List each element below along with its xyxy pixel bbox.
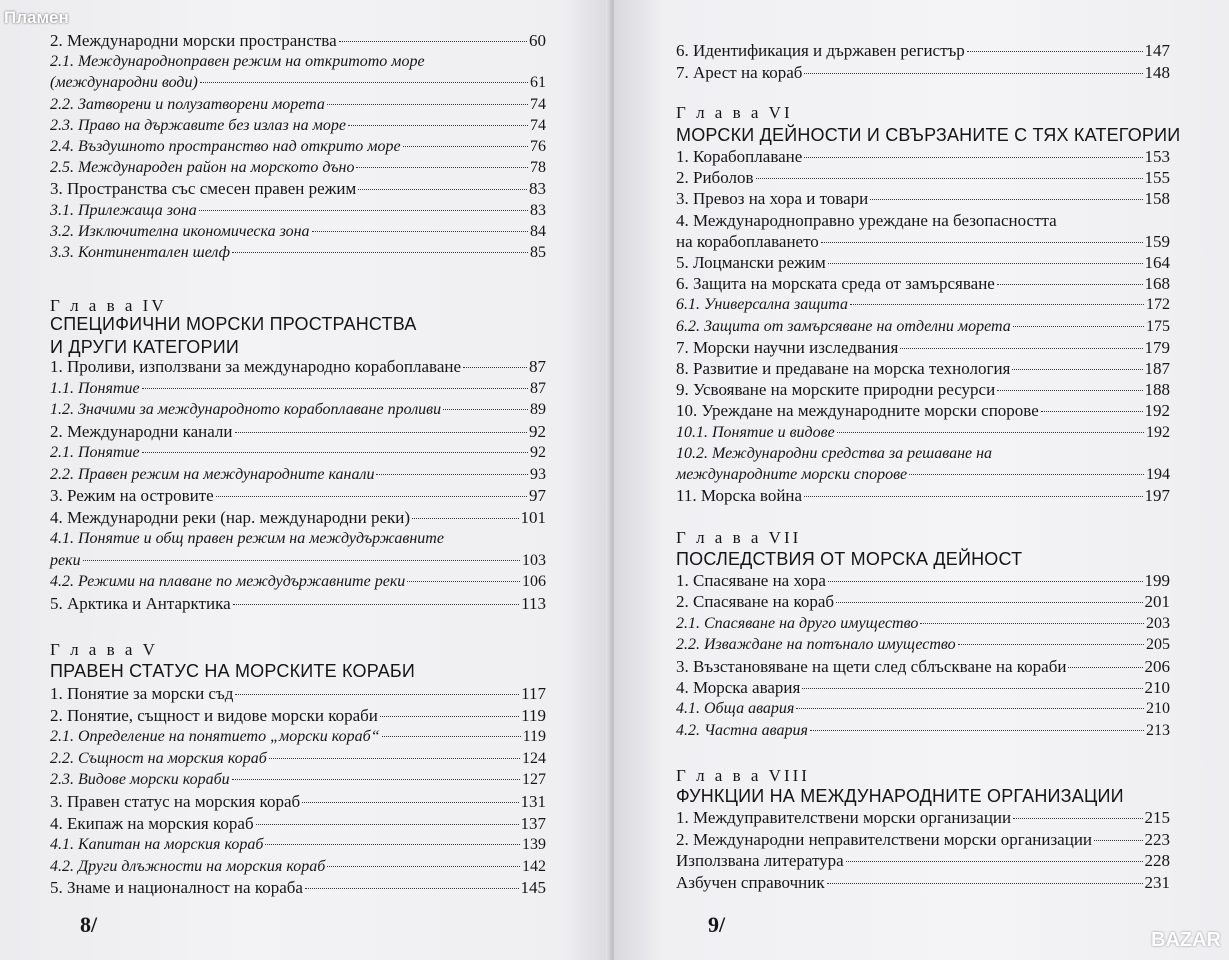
dot-leader <box>407 581 520 582</box>
dot-leader <box>997 284 1143 285</box>
toc-entry-title: 2.5. Международен район на морското дъно <box>50 159 355 177</box>
toc-entry-page: 87 <box>530 379 546 397</box>
chapter-title: ПОСЛЕДСТВИЯ ОТ МОРСКА ДЕЙНОСТ <box>676 549 1023 569</box>
dot-leader <box>810 730 1144 731</box>
toc-entry-page: 92 <box>529 421 546 441</box>
chapter-label: Г л а в а IV <box>50 296 167 315</box>
dot-leader <box>958 644 1144 645</box>
dot-leader <box>850 304 1144 305</box>
toc-entry-page: 83 <box>529 179 546 199</box>
dot-leader <box>83 560 520 561</box>
toc-entry <box>50 813 546 834</box>
dot-leader <box>443 409 528 410</box>
toc-entry-page: 78 <box>530 159 546 177</box>
toc-entry-title: 7. Арест на кораб <box>676 62 803 82</box>
toc-entry-title: 7. Морски научни изследвания <box>676 337 899 357</box>
toc-entry <box>676 807 1170 828</box>
toc-entry-title: 2.3. Видове морски кораби <box>50 771 230 789</box>
toc-entry <box>50 571 546 592</box>
toc-entry <box>50 550 546 571</box>
toc-entry-title: 3.2. Изключителна икономическа зона <box>50 222 310 240</box>
toc-entry <box>50 726 546 747</box>
toc-entry-page: 192 <box>1144 401 1170 421</box>
toc-entry-title: Азбучен справочник <box>676 872 825 892</box>
toc-entry-page: 60 <box>529 31 546 50</box>
toc-entry-title: 2. Риболов <box>676 168 754 188</box>
dot-leader <box>804 157 1142 158</box>
toc-entry-page: 119 <box>521 705 546 725</box>
toc-entry <box>676 273 1170 294</box>
toc-entry <box>676 379 1170 400</box>
dot-leader <box>235 432 527 433</box>
toc-entry-page: 187 <box>1144 359 1170 378</box>
toc-entry-title: 5. Знаме и националност на кораба <box>50 878 303 898</box>
toc-entry-title: 3. Правен статус на морския кораб <box>50 792 301 811</box>
toc-entry-title: на корабоплаването <box>676 231 819 251</box>
dot-leader <box>327 866 520 867</box>
toc-entry-title: 10. Уреждане на международните морски спорове <box>676 401 1039 421</box>
toc-entry-title: 1. Спасяване на хора <box>676 571 826 590</box>
toc-entry-page: 201 <box>1144 592 1170 612</box>
toc-entry-page: 158 <box>1144 189 1170 209</box>
toc-entry-title: 2.1. Понятие <box>50 444 140 461</box>
page-number-right: 9/ <box>708 912 726 937</box>
toc-entry-page: 199 <box>1144 571 1170 590</box>
toc-entry-title: 1.1. Понятие <box>50 379 140 397</box>
toc-entry-title: 2.2. Същност на морския кораб <box>50 749 267 767</box>
dot-leader <box>1041 411 1143 412</box>
toc-entry-page: 210 <box>1146 700 1170 718</box>
toc-entry-title: 3.1. Прилежаща зона <box>50 201 197 219</box>
toc-entry-page: 223 <box>1144 829 1170 849</box>
toc-entry-title: 3. Превоз на хора и товари <box>676 189 869 209</box>
dot-leader <box>305 888 519 889</box>
dot-leader <box>756 178 1143 179</box>
dot-leader <box>1068 667 1142 668</box>
toc-entry-title: 6.1. Универсална защита <box>676 296 849 314</box>
dot-leader <box>1013 818 1142 819</box>
dot-leader <box>967 51 1143 52</box>
dot-leader <box>235 694 519 695</box>
chapter-label: Г л а в а VIII <box>676 766 810 785</box>
toc-entry <box>50 221 546 242</box>
toc-entry-title: 4.1. Обща авария <box>676 700 795 718</box>
right-page <box>614 0 1229 960</box>
toc-entry-page: 231 <box>1144 872 1170 892</box>
toc-entry <box>50 442 546 463</box>
toc-entry-title: 4.2. Режими на плаване по междудържавните реки <box>50 573 406 590</box>
page-number-left: 8/ <box>80 912 98 937</box>
toc-entry-title: 2.2. Затворени и полузатворени морета <box>50 95 325 113</box>
dot-leader <box>802 688 1142 689</box>
toc-entry-title: 1. Междуправителствени морски организации <box>676 808 1012 827</box>
dot-leader <box>828 263 1143 264</box>
toc-entry <box>676 40 1170 61</box>
toc-entry <box>50 593 546 614</box>
toc-entry-title: 2.3. Право на държавите без излаз на море <box>50 116 346 134</box>
toc-entry <box>676 316 1170 337</box>
toc-entry <box>676 252 1170 273</box>
toc-entry-page: 194 <box>1146 466 1170 483</box>
toc-entry-page: 119 <box>522 728 546 746</box>
toc-entry-title: 6. Идентификация и държавен регистър <box>676 41 965 60</box>
toc-entry <box>50 791 546 812</box>
dot-leader <box>796 708 1144 709</box>
toc-entry <box>676 872 1170 893</box>
dot-leader <box>216 496 527 497</box>
toc-entry-title: 2. Спасяване на кораб <box>676 592 835 612</box>
toc-entry <box>50 356 546 377</box>
toc-entry-title: 3. Възстановяване на щети след сблъскване на кораби <box>676 656 1067 676</box>
toc-entry-title: 10.1. Понятие и видове <box>676 423 835 441</box>
toc-entry <box>676 294 1170 315</box>
toc-entry-page: 192 <box>1146 423 1170 441</box>
chapter-title: ПРАВЕН СТАТУС НА МОРСКИТЕ КОРАБИ <box>50 661 416 681</box>
toc-entry <box>676 591 1170 612</box>
toc-entry-page: 76 <box>530 138 546 155</box>
dot-leader <box>900 348 1142 349</box>
toc-entry <box>676 656 1170 677</box>
chapter-title: СПЕЦИФИЧНИ МОРСКИ ПРОСТРАНСТВА <box>50 314 417 334</box>
toc-entry <box>676 485 1170 506</box>
toc-entry-page: 210 <box>1144 678 1170 697</box>
toc-entry-title: 4. Екипаж на морския кораб <box>50 813 254 833</box>
dot-leader <box>232 252 528 253</box>
toc-entry <box>50 877 546 898</box>
toc-entry <box>50 378 546 399</box>
toc-entry-page: 117 <box>521 684 546 703</box>
toc-entry-page: 97 <box>529 486 546 505</box>
toc-entry-title: 2.4. Въздушното пространство над открито море <box>50 138 401 155</box>
toc-entry-title: 3.3. Континентален шелф <box>50 244 230 261</box>
toc-entry-page: 103 <box>522 551 546 569</box>
dot-leader <box>376 474 528 475</box>
dot-leader <box>920 623 1144 624</box>
toc-entry <box>50 30 546 51</box>
toc-entry-page: 159 <box>1144 231 1170 251</box>
toc-entry-title: 4.2. Частна авария <box>676 721 808 739</box>
toc-entry-page: 74 <box>530 95 546 113</box>
toc-entry <box>50 136 546 157</box>
dot-leader <box>302 802 518 803</box>
toc-entry-page: 113 <box>521 593 546 613</box>
toc-entry-page: 148 <box>1144 62 1170 82</box>
toc-entry-title: 4.2. Други длъжности на морския кораб <box>50 857 326 875</box>
toc-entry <box>50 178 546 199</box>
dot-leader <box>827 883 1143 884</box>
dot-leader <box>804 496 1142 497</box>
toc-entry-title: 9. Усвояване на морските природни ресурси <box>676 380 996 400</box>
toc-entry-title: 1. Корабоплаване <box>676 147 803 166</box>
dot-leader <box>200 82 528 83</box>
toc-entry-title: 3. Пространства със смесен правен режим <box>50 179 357 199</box>
toc-entry-page: 131 <box>520 792 546 811</box>
toc-entry-title: 4.1. Капитан на морския кораб <box>50 836 264 854</box>
toc-entry <box>676 167 1170 188</box>
dot-leader <box>382 736 521 737</box>
toc-entry: 2.1. Международноправен режим на откритото море <box>50 53 425 71</box>
dot-leader <box>142 388 528 389</box>
toc-entry: 4.1. Понятие и общ правен режим на междудържавните <box>50 530 444 547</box>
dot-leader <box>1013 326 1144 327</box>
toc-entry-title: 2.2. Изваждане на потънало имущество <box>676 636 956 654</box>
toc-entry <box>50 200 546 221</box>
chapter-label: Г л а в а V <box>50 640 158 659</box>
toc-entry-page: 205 <box>1146 636 1170 654</box>
dot-leader <box>846 861 1143 862</box>
dot-leader <box>403 146 528 147</box>
toc-entry <box>50 157 546 178</box>
toc-entry-page: 61 <box>530 74 546 92</box>
toc-entry-title: 2.1. Определение на понятието „морски кораб“ <box>50 728 380 746</box>
dot-leader <box>265 844 520 845</box>
toc-entry <box>50 485 546 506</box>
dot-leader <box>256 824 519 825</box>
toc-entry <box>50 399 546 420</box>
dot-leader <box>199 210 528 211</box>
toc-entry-page: 175 <box>1146 317 1170 335</box>
toc-entry-page: 101 <box>520 507 546 527</box>
toc-entry-page: 168 <box>1144 274 1170 294</box>
toc-entry-title: 11. Морска война <box>676 486 803 506</box>
dot-leader <box>412 518 518 519</box>
toc-entry-title: 1. Понятие за морски съд <box>50 684 234 703</box>
toc-entry-page: 127 <box>522 771 546 789</box>
toc-entry <box>676 231 1170 252</box>
toc-entry-page: 93 <box>530 465 546 483</box>
toc-entry-page: 84 <box>530 222 546 240</box>
toc-entry-page: 215 <box>1144 808 1170 827</box>
toc-entry <box>50 834 546 855</box>
toc-entry-title: 4. Морска авария <box>676 678 801 697</box>
toc-entry <box>50 242 546 263</box>
toc-entry <box>50 769 546 790</box>
dot-leader <box>828 581 1143 582</box>
toc-entry-title: 2.1. Спасяване на друго имущество <box>676 614 919 632</box>
toc-entry-title: реки <box>50 551 81 569</box>
dot-leader <box>348 125 528 126</box>
dot-leader <box>997 390 1142 391</box>
toc-entry <box>50 464 546 485</box>
toc-entry: 4. Международноправно уреждане на безопасността <box>676 210 1057 230</box>
toc-entry <box>50 421 546 442</box>
toc-entry-page: 92 <box>530 444 546 461</box>
toc-entry <box>676 850 1170 871</box>
toc-entry-title: 5. Арктика и Антарктика <box>50 593 231 613</box>
dot-leader <box>870 199 1142 200</box>
toc-entry <box>676 188 1170 209</box>
toc-entry <box>50 72 546 93</box>
chapter-label: Г л а в а VII <box>676 528 802 547</box>
toc-entry <box>676 698 1170 719</box>
toc-entry-page: 87 <box>529 357 546 376</box>
toc-entry <box>50 94 546 115</box>
chapter-title: И ДРУГИ КАТЕГОРИИ <box>50 337 239 357</box>
toc-entry-title: 6.2. Защита от замърсяване на отделни морета <box>676 317 1011 335</box>
toc-entry-page: 124 <box>522 749 546 767</box>
toc-entry <box>50 683 546 704</box>
dot-leader <box>339 41 527 42</box>
toc-entry-page: 188 <box>1144 380 1170 400</box>
toc-entry-page: 89 <box>530 401 546 418</box>
toc-entry-title: 4. Международни реки (нар. международни реки) <box>50 507 411 527</box>
dot-leader <box>909 474 1144 475</box>
toc-entry <box>50 856 546 877</box>
toc-entry-title: (международни води) <box>50 74 198 92</box>
dot-leader <box>380 716 519 717</box>
toc-entry <box>676 422 1170 443</box>
toc-entry-title: 6. Защита на морската среда от замърсяване <box>676 274 995 294</box>
toc-entry <box>676 337 1170 358</box>
toc-entry <box>676 720 1170 741</box>
toc-entry-title: 2. Понятие, същност и видове морски кораби <box>50 705 378 725</box>
toc-entry-title: 1.2. Значими за международното корабоплаване проливи <box>50 401 442 418</box>
toc-entry-page: 213 <box>1146 721 1170 739</box>
dot-leader <box>804 73 1142 74</box>
dot-leader <box>142 452 528 453</box>
toc-entry-title: 8. Развитие и предаване на морска технология <box>676 359 1011 378</box>
toc-entry-page: 145 <box>520 878 546 898</box>
toc-entry <box>676 613 1170 634</box>
toc-entry-title: 2.2. Правен режим на международните канали <box>50 465 375 483</box>
toc-entry-page: 179 <box>1144 337 1170 357</box>
toc-entry-page: 85 <box>530 244 546 261</box>
toc-entry-page: 172 <box>1146 296 1170 314</box>
dot-leader <box>327 104 528 105</box>
dot-leader <box>821 242 1143 243</box>
toc-entry-title: 2. Международни неправителствени морски организации <box>676 829 1093 849</box>
toc-entry-page: 74 <box>530 116 546 134</box>
toc-entry <box>676 677 1170 698</box>
toc-entry-title: 1. Проливи, използвани за международно корабоплаване <box>50 357 462 376</box>
toc-entry-title: международните морски спорове <box>676 466 908 483</box>
toc-entry <box>676 358 1170 379</box>
toc-entry-page: 137 <box>520 813 546 833</box>
chapter-title: ФУНКЦИИ НА МЕЖДУНАРОДНИТЕ ОРГАНИЗАЦИИ <box>676 786 1124 806</box>
toc-entry <box>50 705 546 726</box>
toc-entry <box>50 115 546 136</box>
toc-entry-title: 2. Международни морски пространства <box>50 31 337 50</box>
dot-leader <box>1094 840 1142 841</box>
toc-entry <box>676 464 1170 485</box>
toc-entry <box>676 146 1170 167</box>
toc-entry <box>676 829 1170 850</box>
toc-entry: 10.2. Международни средства за решаване на <box>676 444 993 462</box>
toc-entry-page: 153 <box>1144 147 1170 166</box>
toc-entry-title: 3. Режим на островите <box>50 486 214 505</box>
dot-leader <box>312 231 528 232</box>
toc-entry <box>50 507 546 528</box>
toc-entry-title: Използвана литература <box>676 851 844 870</box>
bazar-logo: BAZAR <box>1151 929 1221 951</box>
dot-leader <box>836 602 1142 603</box>
dot-leader <box>1012 369 1142 370</box>
dot-leader <box>463 367 527 368</box>
toc-entry-page: 203 <box>1146 614 1170 632</box>
toc-entry-page: 106 <box>522 573 546 590</box>
toc-entry <box>676 570 1170 591</box>
toc-entry <box>676 400 1170 421</box>
toc-entry-page: 83 <box>530 201 546 219</box>
toc-entry-page: 197 <box>1144 486 1170 506</box>
chapter-title: МОРСКИ ДЕЙНОСТИ И СВЪРЗАНИТЕ С ТЯХ КАТЕГОРИИ <box>676 125 1181 145</box>
toc-entry <box>676 62 1170 83</box>
dot-leader <box>233 604 519 605</box>
toc-entry-title: 5. Лоцмански режим <box>676 253 826 272</box>
left-page <box>0 0 612 960</box>
dot-leader <box>269 758 520 759</box>
dot-leader <box>232 779 520 780</box>
toc-entry-page: 139 <box>522 836 546 854</box>
dot-leader <box>358 189 527 190</box>
toc-entry-page: 206 <box>1144 656 1170 676</box>
seller-watermark: Пламен <box>4 8 69 27</box>
toc-entry-page: 155 <box>1144 168 1170 188</box>
toc-entry-page: 142 <box>522 857 546 875</box>
toc-entry <box>50 748 546 769</box>
toc-entry-title: 2. Международни канали <box>50 421 233 441</box>
toc-entry-page: 164 <box>1144 253 1170 272</box>
toc-entry <box>676 634 1170 655</box>
dot-leader <box>837 432 1144 433</box>
toc-entry-page: 228 <box>1144 851 1170 870</box>
chapter-label: Г л а в а VI <box>676 103 793 122</box>
dot-leader <box>356 167 528 168</box>
toc-entry-page: 147 <box>1144 41 1170 60</box>
